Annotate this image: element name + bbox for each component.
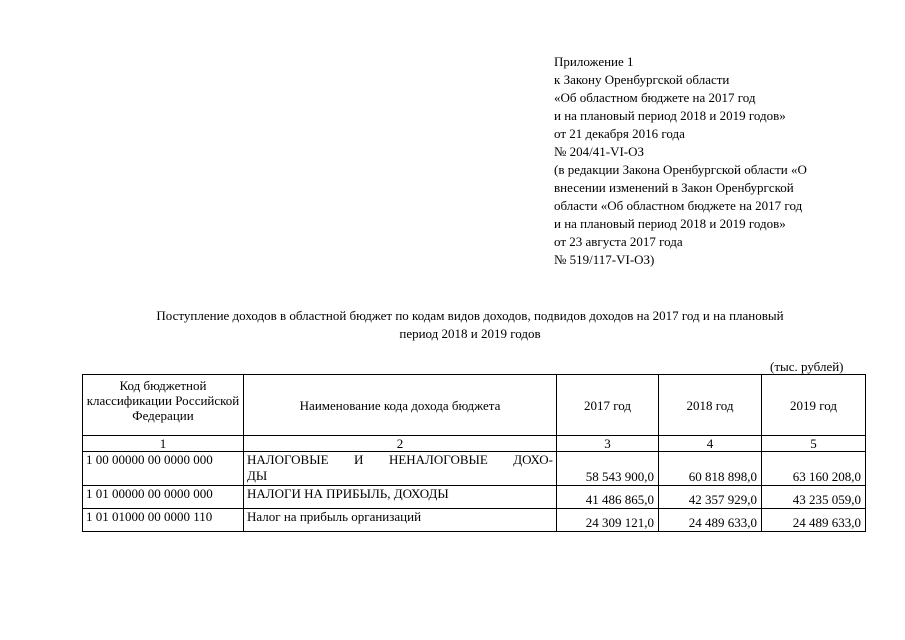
header-name: Наименование кода дохода бюджета [244, 375, 557, 436]
units-label: (тыс. рублей) [770, 359, 844, 374]
appendix-line: области «Об областном бюджете на 2017 год [554, 198, 803, 213]
column-number: 5 [762, 436, 866, 452]
row-name [244, 452, 557, 486]
appendix-line: и на плановый период 2018 и 2019 годов» [554, 108, 786, 123]
row-code: 1 01 01000 00 0000 110 [83, 509, 244, 532]
table-header-row [83, 375, 866, 436]
column-numbers-row [83, 436, 866, 452]
header-code: Код бюджетной классификации Российской Федерации [83, 375, 244, 436]
header-2019: 2019 год [762, 375, 866, 436]
appendix-line: Приложение 1 [554, 54, 634, 69]
row-name: НАЛОГИ НА ПРИБЫЛЬ, ДОХОДЫ [244, 486, 557, 509]
row-name: Налог на прибыль организаций [244, 509, 557, 532]
row-value-2019: 63 160 208,0 [762, 452, 866, 486]
row-value-2018: 42 357 929,0 [659, 486, 762, 509]
row-value-2019: 43 235 059,0 [762, 486, 866, 509]
income-table [82, 374, 866, 532]
appendix-line: от 21 декабря 2016 года [554, 126, 685, 141]
row-value-2017: 24 309 121,0 [557, 509, 659, 532]
appendix-line: «Об областном бюджете на 2017 год [554, 90, 756, 105]
appendix-line: к Закону Оренбургской области [554, 72, 730, 87]
table-row [83, 452, 866, 486]
row-value-2017: 41 486 865,0 [557, 486, 659, 509]
row-code: 1 00 00000 00 0000 000 [83, 452, 244, 486]
appendix-line: (в редакции Закона Оренбургской области «О [554, 162, 807, 177]
row-value-2019: 24 489 633,0 [762, 509, 866, 532]
column-number: 3 [557, 436, 659, 452]
column-number: 2 [244, 436, 557, 452]
table-row [83, 486, 866, 509]
row-value-2018: 60 818 898,0 [659, 452, 762, 486]
column-number: 4 [659, 436, 762, 452]
header-2017: 2017 год [557, 375, 659, 436]
title-line-2: период 2018 и 2019 годов [399, 326, 541, 341]
appendix-header [554, 53, 874, 269]
appendix-line: от 23 августа 2017 года [554, 234, 683, 249]
appendix-line: внесении изменений в Закон Оренбургской [554, 180, 794, 195]
row-value-2017: 58 543 900,0 [557, 452, 659, 486]
appendix-line: № 519/117-VI-ОЗ) [554, 252, 655, 267]
title-line-1: Поступление доходов в областной бюджет по кодам видов доходов, подвидов доходов на 2017 год и на плановый [156, 308, 784, 323]
column-number: 1 [83, 436, 244, 452]
row-name-part: НАЛОГОВЫЕ И НЕНАЛОГОВЫЕ ДОХО- [247, 452, 553, 467]
table-row [83, 509, 866, 532]
appendix-line: № 204/41-VI-ОЗ [554, 144, 645, 159]
appendix-line: и на плановый период 2018 и 2019 годов» [554, 216, 786, 231]
header-2018: 2018 год [659, 375, 762, 436]
row-value-2018: 24 489 633,0 [659, 509, 762, 532]
row-code: 1 01 00000 00 0000 000 [83, 486, 244, 509]
document-title [60, 307, 880, 343]
row-name-part: ДЫ [247, 468, 268, 483]
